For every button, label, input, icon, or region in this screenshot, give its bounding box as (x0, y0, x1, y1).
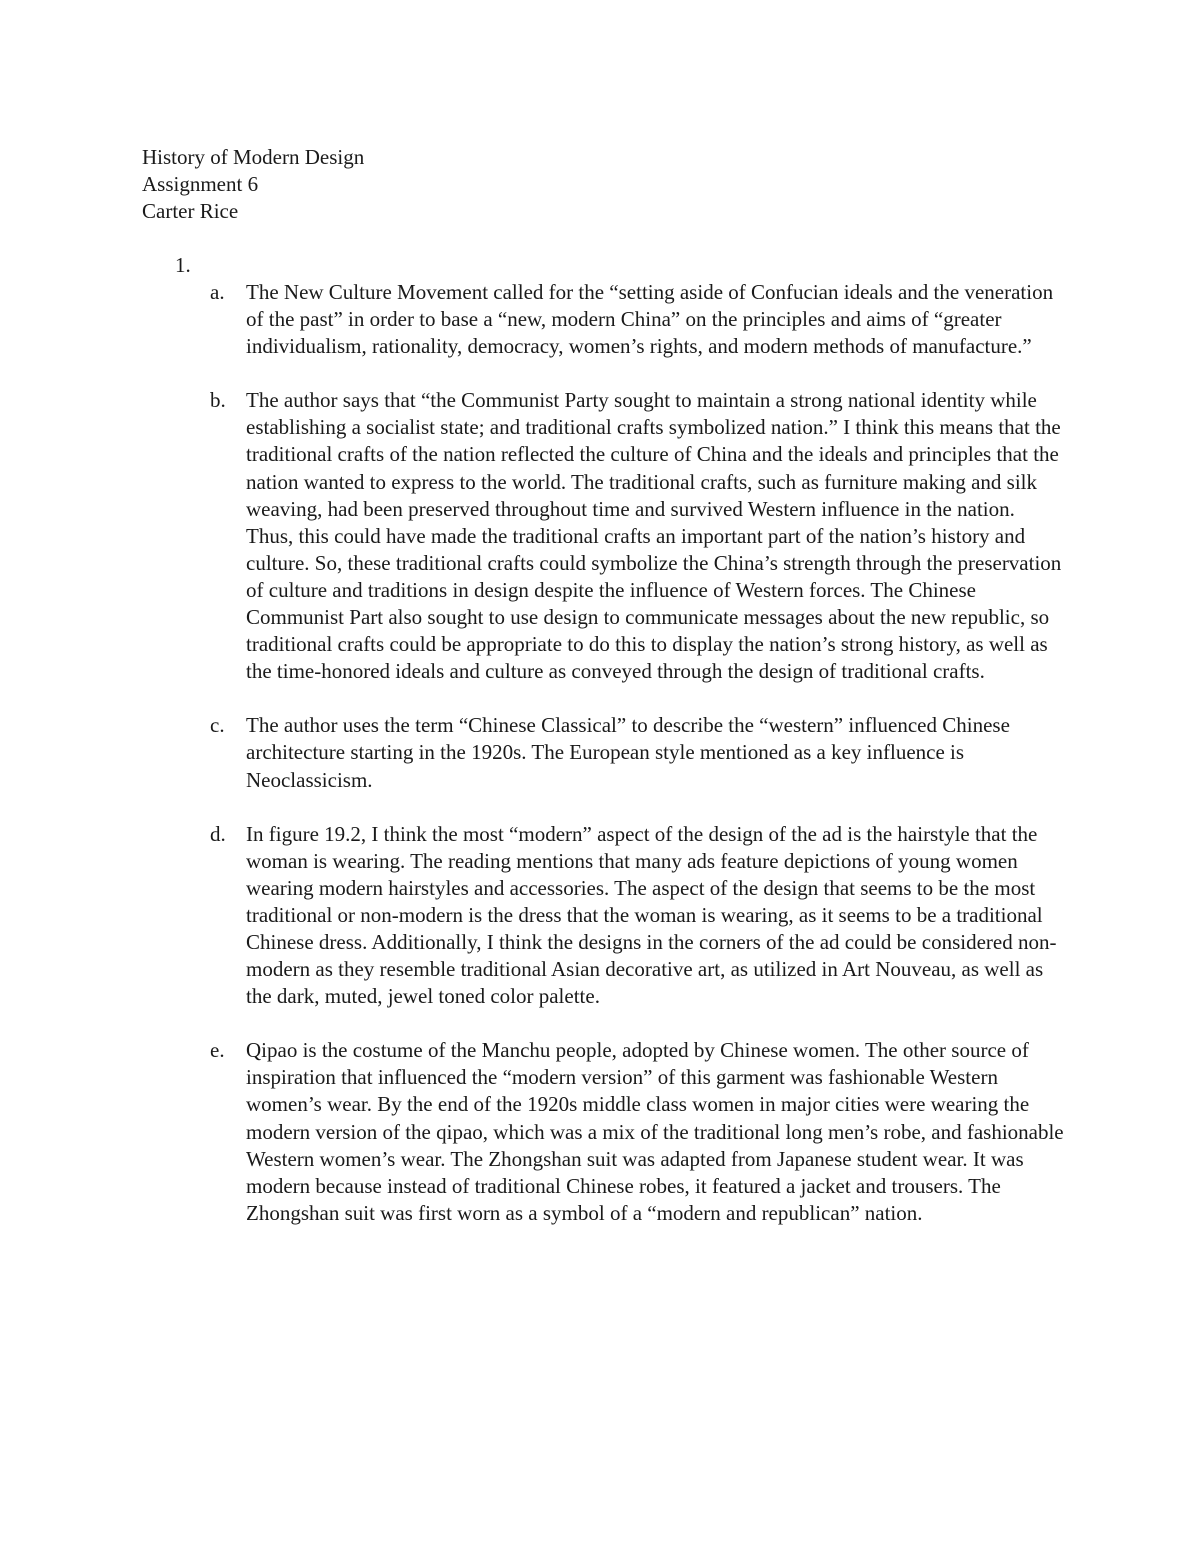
author-name: Carter Rice (142, 199, 239, 223)
document-header (142, 144, 364, 225)
answer-text: The author says that “the Communist Party sought to maintain a strong national identity while establishing a socialist state; and traditional crafts symbolized nation.” I think this means that the traditional crafts of the nation reflected the culture of China and the ideals and principles that the nation wanted to express to the world. The traditional crafts, such as furniture making and silk weaving, had been preserved throughout time and survived Western influence in the nation. Thus, this could have made the traditional crafts an important part of the nation’s history and culture. So, these traditional crafts could symbolize the China’s strength through the preservation of culture and traditions in design despite the influence of Western forces. The Chinese Communist Part also sought to use design to communicate messages about the new republic, so traditional crafts could be appropriate to do this to display the nation’s strong history, as well as the time-honored ideals and culture as conveyed through the design of traditional crafts. (246, 388, 1062, 684)
answer-item-b (210, 387, 1070, 685)
answer-letter: c. (210, 713, 225, 738)
answer-item-a (210, 279, 1070, 360)
course-title: History of Modern Design (142, 145, 365, 169)
answer-letter: a. (210, 280, 225, 304)
answer-item-e (210, 1037, 1070, 1227)
question-number: 1. (175, 253, 191, 277)
answer-text: In figure 19.2, I think the most “modern” aspect of the design of the ad is the hairstyle that the woman is wearing. The reading mentions that many ads feature depictions of young women wearing modern hairstyles and accessories. The aspect of the design that seems to be the most traditional or non-modern is the dress that the woman is wearing, as it seems to be a traditional Chinese dress. Additionally, I think the designs in the corners of the ad could be considered non-modern as they resemble traditional Asian decorative art, as utilized in Art Nouveau, as well as the dark, muted, jewel toned color palette. (246, 821, 1057, 1009)
answer-text: The New Culture Movement called for the “setting aside of Confucian ideals and the veneration of the past” in order to base a “new, modern China” on the principles and aims of “greater individualism, rationality, democracy, women’s rights, and modern methods of manufacture.” (246, 280, 1054, 359)
assignment-title: Assignment 6 (142, 172, 259, 196)
answer-item-c (210, 712, 1070, 793)
answer-letter: e. (210, 1038, 225, 1063)
answer-letter: b. (210, 388, 226, 413)
answer-list (210, 279, 1070, 1254)
answer-text: Qipao is the costume of the Manchu people, adopted by Chinese women. The other source of inspiration that influenced the “modern version” of this garment was fashionable Western women’s wear. By the end of the 1920s middle class women in major cities were wearing the modern version of the qipao, which was a mix of the traditional long men’s robe, and fashionable Western women’s wear. The Zhongshan suit was adapted from Japanese student wear. It was modern because instead of traditional Chinese robes, it featured a jacket and trousers. The Zhongshan suit was first worn as a symbol of a “modern and republican” nation. (246, 1038, 1064, 1225)
answer-letter: d. (210, 821, 226, 846)
answer-item-d (210, 821, 1070, 1011)
answer-text: The author uses the term “Chinese Classical” to describe the “western” influenced Chinese architecture starting in the 1920s. The European style mentioned as a key influence is Neoclassicism. (246, 713, 1010, 792)
